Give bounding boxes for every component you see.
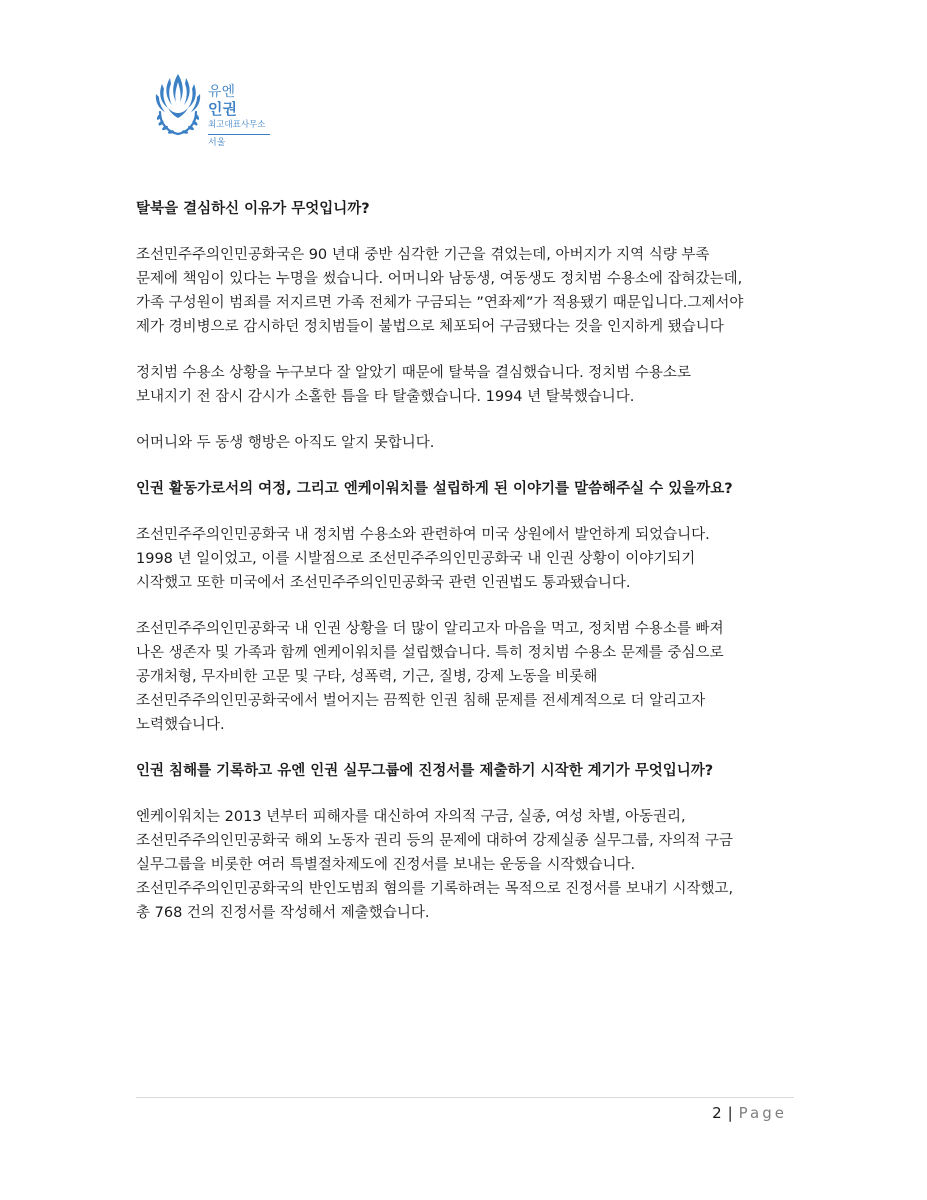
page-footer: [712, 1103, 787, 1123]
answer-paragraph-4: [136, 523, 796, 595]
question-heading-2: 인권 활동가로서의 여정, 그리고 엔케이워치를 설립하게 된 이야기를 말씀해주실 수 있을까요?: [136, 481, 733, 497]
text-line: 조선민주주의인민공화국에서 벌어지는 끔찍한 인권 침해 문제를 전세계적으로 더 알리고자: [136, 693, 706, 709]
logo-divider: [208, 134, 270, 135]
answer-paragraph-2: [136, 361, 796, 409]
text-line: 노력했습니다.: [136, 717, 225, 733]
document-body: [136, 197, 796, 925]
answer-paragraph-5: [136, 617, 796, 737]
logo-office-text: 최고대표사무소: [208, 120, 266, 130]
answer-paragraph-6: [136, 805, 796, 925]
footer-divider: [136, 1097, 794, 1098]
answer-paragraph-3: [136, 431, 796, 455]
text-line: 조선민주주의인민공화국 내 인권 상황을 더 많이 알리고자 마음을 먹고, 정치범 수용소를 빠져: [136, 621, 724, 637]
text-line: 시작했고 또한 미국에서 조선민주주의인민공화국 관련 인권법도 통과됐습니다.: [136, 575, 631, 591]
text-line: 실무그룹을 비롯한 여러 특별절차제도에 진정서를 보내는 운동을 시작했습니다.: [136, 857, 636, 873]
text-line: 어머니와 두 동생 행방은 아직도 알지 못합니다.: [136, 435, 435, 451]
logo-city-text: 서울: [208, 138, 226, 148]
text-line: 공개처형, 무자비한 고문 및 구타, 성폭력, 기근, 질병, 강제 노동을 비롯해: [136, 669, 598, 685]
answer-paragraph-1: [136, 243, 796, 339]
text-line: 엔케이워치는 2013 년부터 피해자를 대신하여 자의적 구금, 실종, 여성 차별, 아동권리,: [136, 809, 686, 825]
text-line: 가족 구성원이 범죄를 저지르면 가족 전체가 구금되는 ”연좌제”가 적용됐기 때문입니다.그제서야: [136, 295, 744, 311]
text-line: 제가 경비병으로 감시하던 정치범들이 불법으로 체포되어 구금됐다는 것을 인지하게 됐습니다: [136, 319, 724, 335]
text-line: 정치범 수용소 상황을 누구보다 잘 알았기 때문에 탈북을 결심했습니다. 정치범 수용소로: [136, 365, 691, 381]
question-heading-3: 인권 침해를 기록하고 유엔 인권 실무그룹에 진정서를 제출하기 시작한 계기가 무엇입니까?: [136, 763, 714, 779]
ohchr-seoul-logo: [150, 70, 280, 170]
text-line: 문제에 책임이 있다는 누명을 썼습니다. 어머니와 남동생, 여동생도 정치범 수용소에 잡혀갔는데,: [136, 271, 743, 287]
footer-separator: |: [727, 1104, 733, 1122]
page-label: Page: [738, 1104, 787, 1122]
flame-emblem-icon: [150, 72, 206, 142]
text-line: 조선민주주의인민공화국의 반인도범죄 혐의를 기록하려는 목적으로 진정서를 보내기 시작했고,: [136, 881, 734, 897]
text-line: 총 768 건의 진정서를 작성해서 제출했습니다.: [136, 905, 430, 921]
text-line: 조선민주주의인민공화국은 90 년대 중반 심각한 기근을 겪었는데, 아버지가 지역 식량 부족: [136, 247, 710, 263]
question-heading-1: 탈북을 결심하신 이유가 무엇입니까?: [136, 201, 370, 217]
page-number: 2: [712, 1104, 722, 1122]
logo-text: [208, 84, 270, 149]
logo-un-text: 유엔: [208, 84, 236, 100]
text-line: 나온 생존자 및 가족과 함께 엔케이워치를 설립했습니다. 특히 정치범 수용소 문제를 중심으로: [136, 645, 724, 661]
text-line: 1998 년 일이었고, 이를 시발점으로 조선민주주의인민공화국 내 인권 상황이 이야기되기: [136, 551, 696, 567]
text-line: 조선민주주의인민공화국 해외 노동자 권리 등의 문제에 대하여 강제실종 실무그룹, 자의적 구금: [136, 833, 733, 849]
logo-human-rights-text: 인권: [208, 100, 237, 118]
text-line: 보내지기 전 잠시 감시가 소홀한 틈을 타 탈출했습니다. 1994 년 탈북했습니다.: [136, 389, 635, 405]
text-line: 조선민주주의인민공화국 내 정치범 수용소와 관련하여 미국 상원에서 발언하게 되었습니다.: [136, 527, 710, 543]
